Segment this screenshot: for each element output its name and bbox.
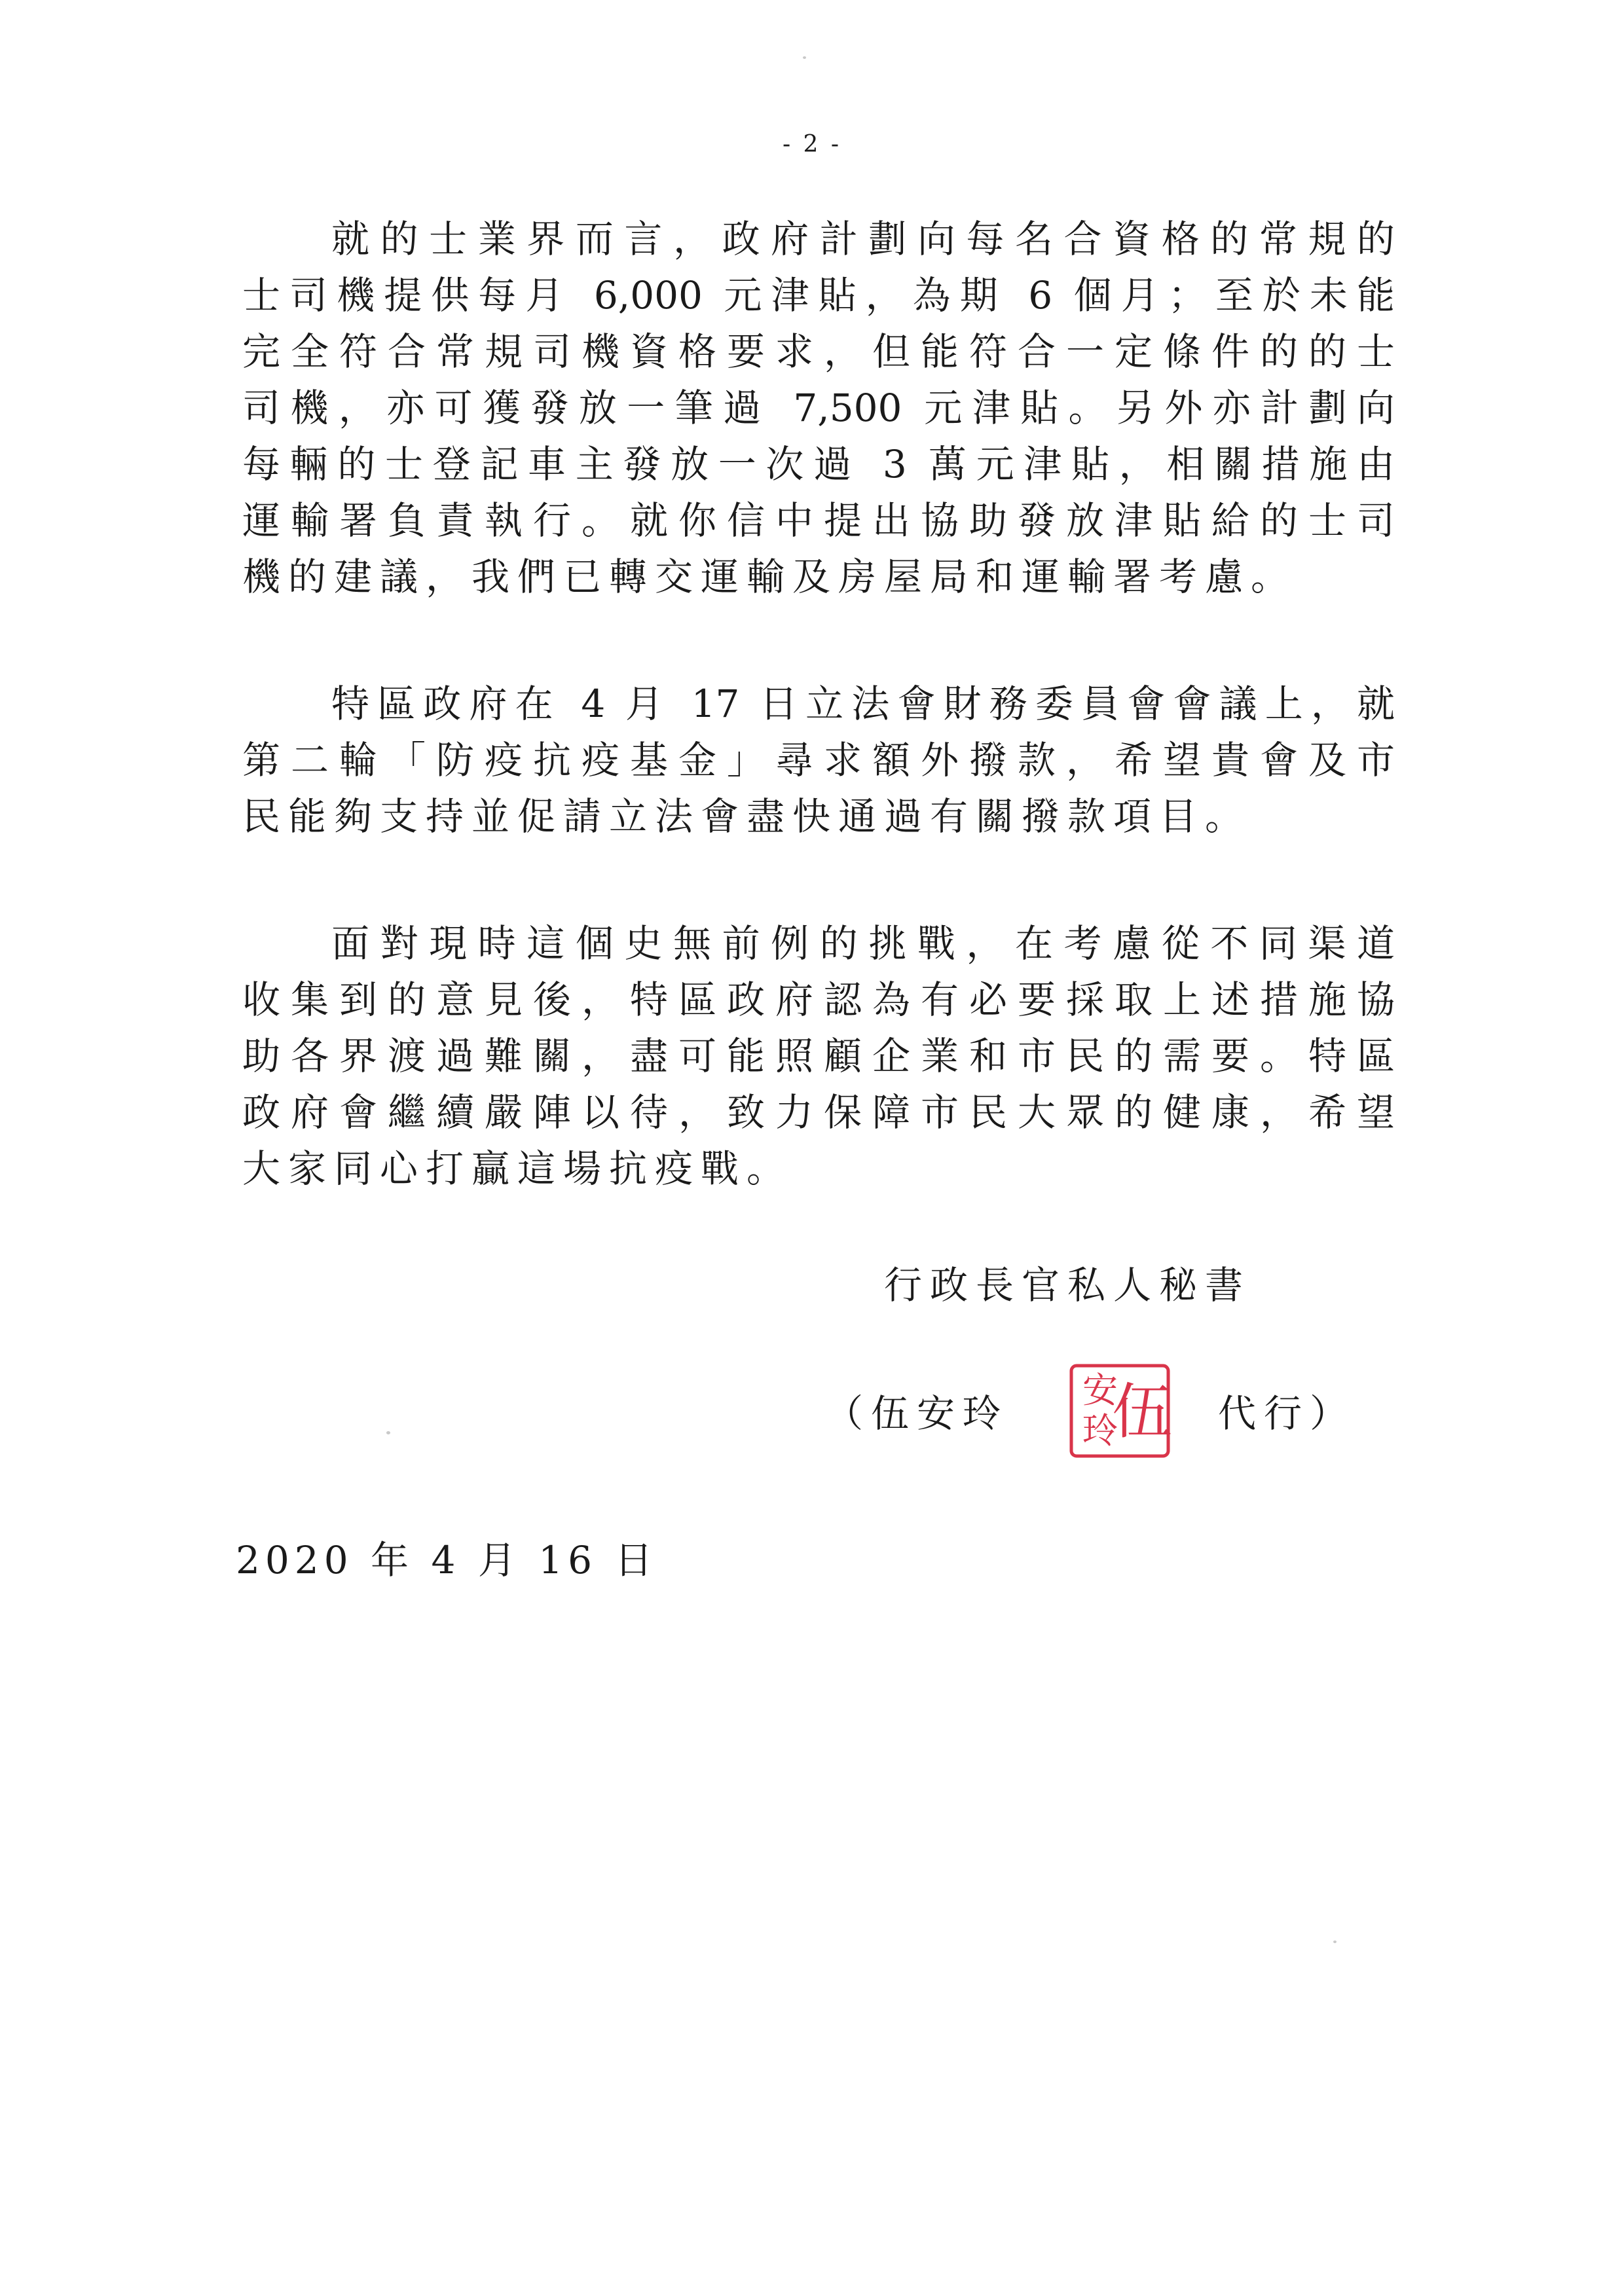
seal-char: 伍 <box>1111 1377 1172 1447</box>
seal-stamp-icon <box>1067 1362 1172 1460</box>
paragraph-line: 就的士業界而言，政府計劃向每名合資格的常規的 <box>331 217 1395 261</box>
deputy-suffix: 代行） <box>1218 1391 1356 1436</box>
letter-date: 2020 年 4 月 16 日 <box>236 1538 658 1582</box>
paragraph-line: 特區政府在 4 月 17 日立法會財務委員會會議上，就 <box>331 682 1395 726</box>
paragraph-line: 第二輪「防疫抗疫基金」尋求額外撥款，希望貴會及市 <box>242 738 1395 782</box>
letter-body <box>242 211 1395 1197</box>
deputy-name: （伍安玲 <box>825 1391 1009 1436</box>
paragraph-line: 運輸署負責執行。就你信中提出協助發放津貼給的士司 <box>242 498 1395 543</box>
paragraph-funding <box>242 676 1395 845</box>
scan-speck <box>386 1431 390 1434</box>
paragraph-line: 大家同心打贏這場抗疫戰。 <box>242 1146 793 1191</box>
seal-char: 玲 <box>1082 1410 1118 1451</box>
paragraph-line: 政府會繼續嚴陣以待，致力保障市民大眾的健康，希望 <box>242 1090 1395 1135</box>
seal-char: 安 <box>1082 1370 1118 1411</box>
paragraph-line: 士司機提供每月 6,000 元津貼，為期 6 個月；至於未能 <box>242 273 1395 318</box>
paragraph-line: 完全符合常規司機資格要求，但能符合一定條件的的士 <box>242 329 1395 374</box>
paragraph-line: 收集到的意見後，特區政府認為有必要採取上述措施協 <box>242 977 1395 1022</box>
signer-title: 行政長官私人秘書 <box>884 1263 1251 1307</box>
paragraph-line: 助各界渡過難關，盡可能照顧企業和市民的需要。特區 <box>242 1034 1395 1078</box>
paragraph-line: 每輛的士登記車主發放一次過 3 萬元津貼，相關措施由 <box>242 442 1395 486</box>
paragraph-line: 面對現時這個史無前例的挑戰，在考慮從不同渠道 <box>331 921 1395 966</box>
paragraph-line: 機的建議，我們已轉交運輸及房屋局和運輸署考慮。 <box>242 555 1297 599</box>
paragraph-line: 民能夠支持並促請立法會盡快通過有關撥款項目。 <box>242 794 1251 839</box>
deputy-signature <box>825 1362 1356 1460</box>
paragraph-line: 司機，亦可獲發放一筆過 7,500 元津貼。另外亦計劃向 <box>242 386 1395 430</box>
page-number: - 2 - <box>782 131 842 158</box>
paragraph-closing <box>242 915 1395 1197</box>
paragraph-taxi-subsidy <box>242 211 1395 605</box>
scan-speck <box>1333 1941 1337 1943</box>
scan-speck <box>803 56 806 59</box>
